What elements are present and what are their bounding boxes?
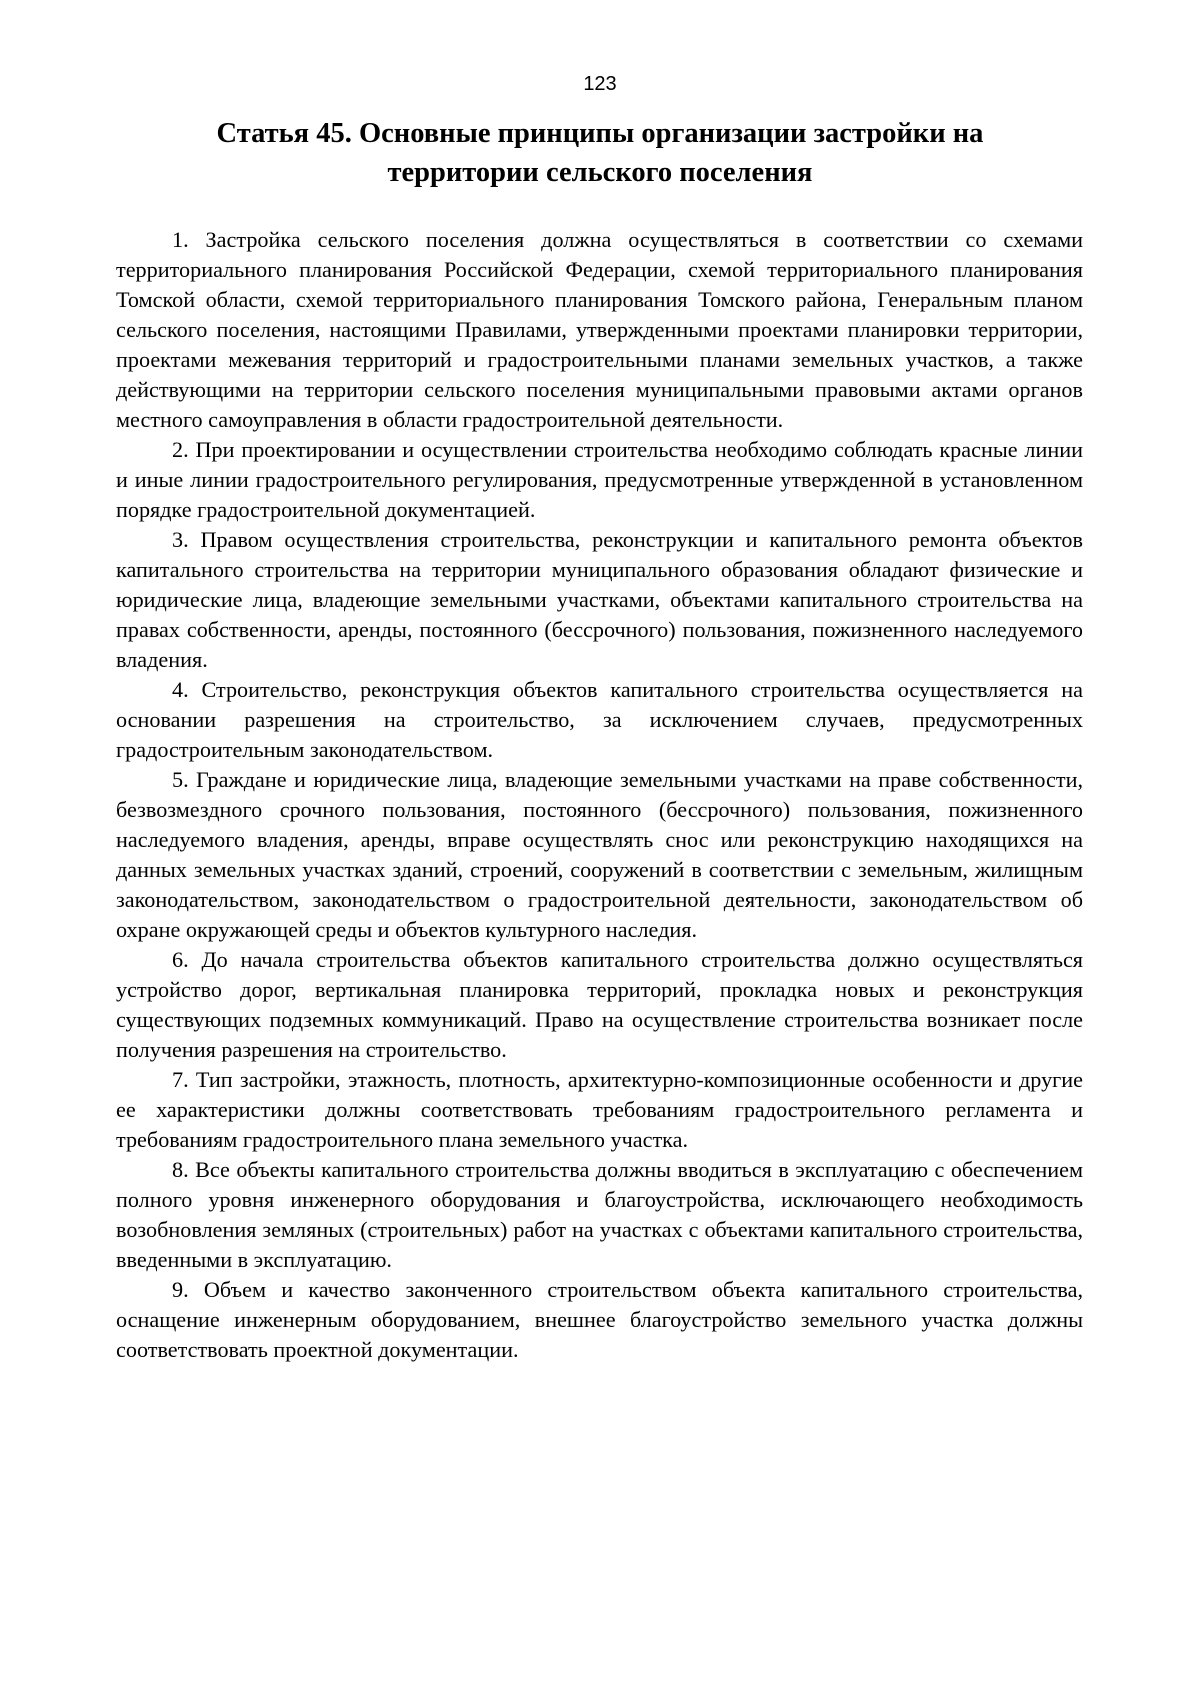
paragraph-3: 3. Правом осуществления строительства, реконструкции и капитального ремонта объектов капитального строительства на территории муниципального образования обладают физические и юридические лица, владеющие земельными участками, объектами капитального строительства на правах собственности, аренды, постоянного (бессрочного) пользования, пожизненного наследуемого владения. xyxy=(116,527,1083,672)
article-title: Статья 45. Основные принципы организации застройки на территории сельского поселения xyxy=(216,118,984,188)
page-number: 123 xyxy=(583,73,617,95)
paragraph-2: 2. При проектировании и осуществлении строительства необходимо соблюдать красные линии и иные линии градостроительного регулирования, предусмотренные утвержденной в установленном порядке градостроительной документацией. xyxy=(116,437,1083,522)
paragraph-8: 8. Все объекты капитального строительства должны вводиться в эксплуатацию с обеспечением полного уровня инженерного оборудования и благоустройства, исключающего необходимость возобновления земляных (строительных) работ на участках с объектами капитального строительства, введенными в эксплуатацию. xyxy=(116,1157,1083,1272)
paragraph-9: 9. Объем и качество законченного строительством объекта капитального строительства, оснащение инженерным оборудованием, внешнее благоустройство земельного участка должны соответствовать проектной документации. xyxy=(116,1277,1083,1362)
paragraph-7: 7. Тип застройки, этажность, плотность, архитектурно-композиционные особенности и другие ее характеристики должны соответствовать требованиям градостроительного регламента и требованиям градостроительного плана земельного участка. xyxy=(116,1067,1083,1152)
article-body xyxy=(116,225,1083,1365)
paragraph-5: 5. Граждане и юридические лица, владеющие земельными участками на праве собственности, безвозмездного срочного пользования, постоянного (бессрочного) пользования, пожизненного наследуемого владения, аренды, вправе осуществлять снос или реконструкцию находящихся на данных земельных участках зданий, строений, сооружений в соответствии с земельным, жилищным законодательством, законодательством о градостроительной деятельности, законодательством об охране окружающей среды и объектов культурного наследия. xyxy=(116,767,1083,942)
paragraph-4: 4. Строительство, реконструкция объектов капитального строительства осуществляется на основании разрешения на строительство, за исключением случаев, предусмотренных градостроительным законодательством. xyxy=(116,677,1083,762)
paragraph-1: 1. Застройка сельского поселения должна осуществляться в соответствии со схемами территориального планирования Российской Федерации, схемой территориального планирования Томской области, схемой территориального планирования Томского района, Генеральным планом сельского поселения, настоящими Правилами, утвержденными проектами планировки территории, проектами межевания территорий и градостроительными планами земельных участков, а также действующими на территории сельского поселения муниципальными правовыми актами органов местного самоуправления в области градостроительной деятельности. xyxy=(116,227,1083,432)
paragraph-6: 6. До начала строительства объектов капитального строительства должно осуществляться устройство дорог, вертикальная планировка территорий, прокладка новых и реконструкция существующих подземных коммуникаций. Право на осуществление строительства возникает после получения разрешения на строительство. xyxy=(116,947,1083,1062)
